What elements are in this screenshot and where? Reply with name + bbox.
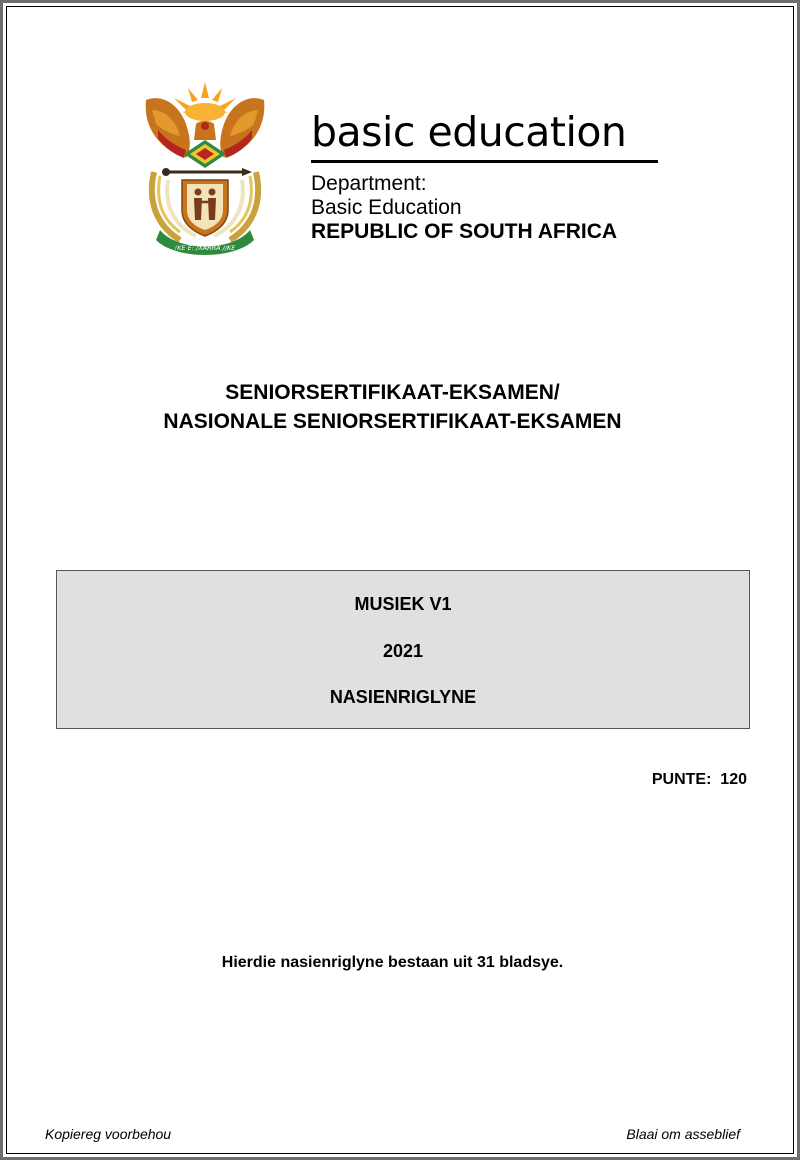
department-label: Department:: [311, 172, 427, 195]
svg-text:!KE E: /XARRA //KE: !KE E: /XARRA //KE: [174, 244, 236, 252]
department-name: basic education: [311, 108, 627, 156]
subject-box: [56, 570, 750, 729]
total-marks: PUNTE: 120: [651, 771, 747, 788]
department-subname: Basic Education: [311, 196, 462, 219]
turn-page-note: Blaai om asseblief: [626, 1126, 740, 1142]
subject-name: MUSIEK V1: [354, 594, 452, 614]
department-divider: [311, 160, 658, 163]
exam-year: 2021: [382, 641, 424, 661]
exam-title-line-2: NASIONALE SENIORSERTIFIKAAT-EKSAMEN: [163, 410, 622, 433]
copyright-note: Kopiereg voorbehou: [45, 1126, 172, 1142]
page-count-note: Hierdie nasienriglyne bestaan uit 31 bladsye.: [221, 954, 564, 971]
country-name: REPUBLIC OF SOUTH AFRICA: [311, 220, 618, 243]
south-africa-coat-of-arms-icon: [138, 80, 272, 256]
exam-title-line-1: SENIORSERTIFIKAAT-EKSAMEN/: [225, 381, 560, 404]
document-type: NASIENRIGLYNE: [329, 687, 477, 707]
